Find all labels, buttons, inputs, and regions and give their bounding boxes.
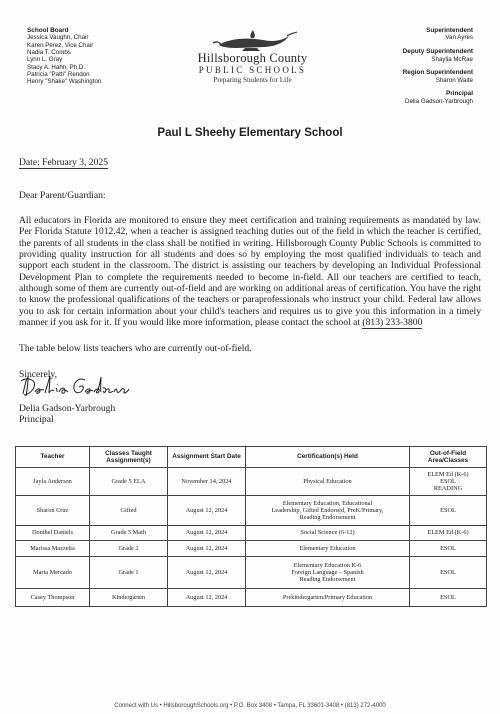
district-tagline: Preparing Students for Life <box>213 76 292 84</box>
assignment-start-date: August 12, 2024 <box>168 496 246 526</box>
officials-list <box>333 27 473 111</box>
board-member: Stacy A. Hahn, Ph.D. <box>27 63 86 71</box>
classes-taught: Gifted <box>90 496 168 526</box>
official-role: Superintendent <box>426 27 473 34</box>
signer-name: Delia Gadson-Yarbrough <box>19 403 116 414</box>
signer-title: Principal <box>19 414 54 426</box>
area-line: ELEM Ed (K-6) <box>427 529 469 537</box>
teacher-name: Casey Thompson <box>16 589 90 607</box>
area-line: READING <box>433 485 463 493</box>
table-row <box>16 468 487 496</box>
official-name: Delia Gadson-Yarbrough <box>405 97 473 105</box>
classes-taught: Grade 1 <box>90 557 168 589</box>
table-row <box>16 541 487 557</box>
board-member: Karen Perez, Vice Chair <box>27 41 94 49</box>
board-member: Henry "Shake" Washington <box>27 78 102 86</box>
certifications-held <box>246 526 410 541</box>
out-of-field-area <box>410 541 487 557</box>
board-member: Nadia T. Combs <box>27 49 71 56</box>
assignment-start-date: August 12, 2024 <box>168 589 246 607</box>
certification-line: Elementary Education <box>299 544 356 552</box>
assignment-start-date: August 12, 2024 <box>168 526 246 541</box>
signer-block <box>19 403 115 426</box>
assignment-start-date: August 12, 2024 <box>168 557 246 589</box>
school-title: Paul L Sheehy Elementary School <box>157 127 343 139</box>
letter-date: Date: February 3, 2025 <box>19 157 108 168</box>
salutation: Dear Parent/Guardian: <box>19 190 106 201</box>
column-header-out-of-field-area: Out-of-Field Area/Classes <box>410 447 487 468</box>
school-board-heading: School Board <box>27 27 69 34</box>
closing: Sincerely, <box>19 369 58 380</box>
table-header-row <box>16 447 487 468</box>
table-row <box>16 557 487 589</box>
out-of-field-area <box>410 526 487 541</box>
district-subtitle: PUBLIC SCHOOLS <box>198 65 307 75</box>
out-of-field-area <box>410 557 487 589</box>
table-intro: The table below lists teachers who are currently out-of-field. <box>19 343 252 354</box>
letter-body <box>19 215 481 328</box>
official-name: Shaylia McRae <box>431 55 473 63</box>
letter-body-text: All educators in Florida are monitored to ensure they meet certification and training requirements as mandated by law. Per Florida Statute 1012.42, when a teacher is assigned teaching duties out of the field in which the teacher is certified, the parents of all students in the class shall be notified in writing. Hillsborough County Public Schools is committed to providing quality instruction for all students and does so by employing the most qualified individuals to teach and support each student in the classroom. The district is assisting our teachers by developing an Individual Professional Development Plan to complete the requirements needed to become in-field. All our teachers are certified to teach, although some of them are currently out-of-field and are working on additional areas of certification. You have the right to know the professional qualifications of the teachers or paraprofessionals who instruct your child. Federal law allows you to ask for certain information about your child's teachers and requires us to give you this information in a timely manner if you ask for it. If you would like more information, please contact the school at <box>19 215 481 329</box>
certification-line: Elementary Education K-6 <box>293 561 362 569</box>
area-line: ESOL <box>440 477 456 485</box>
certifications-held <box>246 468 410 496</box>
certifications-held <box>246 589 410 607</box>
page-footer: Connect with Us • HillsboroughSchools.org • P.O. Box 3408 • Tampa, FL 33601-3408 • (813) 272-4000 <box>114 703 386 709</box>
official-role: Deputy Superintendent <box>402 48 473 56</box>
teacher-name: Donthel Daniels <box>16 526 90 541</box>
school-phone-number: (813) 233-3800 <box>362 317 423 329</box>
principal-signature <box>19 372 131 402</box>
official-name: Van Ayres <box>445 34 473 42</box>
out-of-field-area <box>410 496 487 526</box>
table-row <box>16 496 487 526</box>
certification-line: Prekindergarten/Primary Education <box>282 593 373 601</box>
classes-taught: Grade 5 Math <box>90 526 168 541</box>
certification-line: Reading Endorsement <box>299 514 356 522</box>
district-name: Hillsborough County <box>197 51 308 65</box>
classes-taught: Grade 2 <box>90 541 168 557</box>
certification-line: Reading Endorsement <box>299 576 356 584</box>
board-member: Jessica Vaughn, Chair <box>27 34 89 42</box>
certifications-held <box>246 496 410 526</box>
certification-line: Foreign Language – Spanish <box>291 568 364 576</box>
assignment-start-date: November 14, 2024 <box>168 468 246 496</box>
school-board-list <box>27 27 157 85</box>
district-logo <box>170 30 335 85</box>
area-line: ESOL <box>440 568 456 576</box>
out-of-field-table <box>15 446 487 607</box>
area-line: ESOL <box>440 593 456 601</box>
board-member: Lynn L. Gray <box>27 56 63 64</box>
certification-line: Physical Education <box>303 477 352 485</box>
column-header-teacher: Teacher <box>16 447 90 468</box>
lamp-of-learning-icon <box>207 30 299 52</box>
official-name: Sharon Waite <box>435 76 473 84</box>
column-header-certification: Certification(s) Held <box>246 447 410 468</box>
teacher-name: Maria Mercado <box>16 557 90 589</box>
certifications-held <box>246 557 410 589</box>
certification-line: Elementary Education, Educational <box>282 499 373 507</box>
table-row <box>16 589 487 607</box>
certifications-held <box>246 541 410 557</box>
classes-taught: Kindergarten <box>90 589 168 607</box>
out-of-field-area <box>410 468 487 496</box>
teacher-name: Jayla Anderson <box>16 468 90 496</box>
teacher-name: Marissa Mazzetta <box>16 541 90 557</box>
certification-line: Leadership, Gifted Endorsed, PreK/Primary, <box>271 506 384 514</box>
out-of-field-area <box>410 589 487 607</box>
board-member: Patricia "Patti" Rendon <box>27 70 90 78</box>
area-line: ESOL <box>440 544 456 552</box>
assignment-start-date: August 12, 2024 <box>168 541 246 557</box>
area-line: ELEM Ed (K-6) <box>427 470 469 478</box>
certification-line: Social Science (6-12) <box>300 529 355 537</box>
area-line: ESOL <box>440 506 456 514</box>
column-header-classes: Classes Taught Assignment(s) <box>90 447 168 468</box>
teacher-name: Sharon Cruz <box>16 496 90 526</box>
column-header-start-date: Assignment Start Date <box>168 447 246 468</box>
table-row <box>16 526 487 541</box>
classes-taught: Grade 5 ELA <box>90 468 168 496</box>
official-role: Region Superintendent <box>402 69 473 77</box>
official-role: Principal <box>446 90 473 98</box>
